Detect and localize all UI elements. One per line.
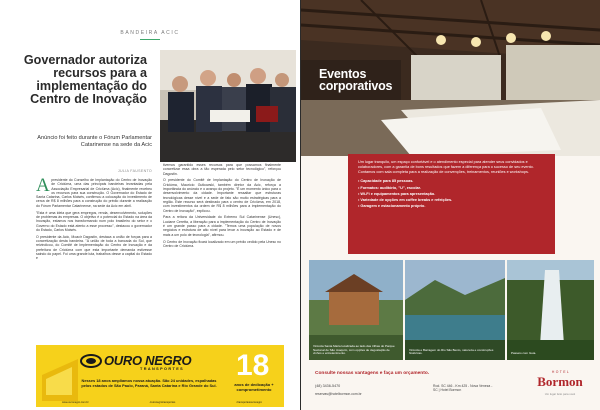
thumbnail-caption: Passeio com Guia. (511, 351, 537, 356)
waterfall-image (507, 260, 594, 360)
section-tag: BANDEIRA ACIC (120, 30, 180, 36)
ad-body-text: Nesses 18 anos ampliamos nossa atuação. São 24 unidades, espalhadas pelos estados de São Paulo, Paraná, Santa Catarina e Rio Grande do Sul. (81, 378, 217, 388)
paragraph: O Centro de Inovação ficará localizado em um prédio cedido pela Unesc no Centro de Criciúma. (163, 239, 281, 248)
thumbnail-waterfall (507, 260, 594, 360)
group-photo-image (160, 50, 296, 162)
hero-title (319, 68, 392, 92)
features-box (348, 154, 555, 254)
feature-item: • Variedade de opções em coffee breaks e refeições. (358, 198, 545, 203)
ad-years-tagline: anos de dedicação + comprometimento (234, 382, 274, 392)
ad-instagram-link[interactable]: /transportesouronegro (236, 401, 262, 404)
right-page (301, 0, 600, 410)
article-headline: Governador autoriza recursos para a implementação do Centro de Inovação (23, 53, 147, 106)
ad-logo (80, 353, 195, 375)
thumbnail-caption: Vinícola e Barragem do Rio São Bento, natureza e construções históricas. (409, 347, 494, 356)
article-column-1 (36, 178, 152, 328)
feature-item: • Wi-Fi e equipamentos para apresentação. (358, 192, 545, 197)
drop-cap: A (36, 178, 50, 196)
brand-slogan: Um lugar feito para você (544, 392, 576, 396)
dam-image (405, 260, 505, 360)
paragraph: O presidente da Acic, Moacir Dagostin, destaca a união de forças para a concretização desta bandeira. "A união de toda a bancada do Sul, que reivindicou, do Comitê de Implementação do Centro de Inovação e da prefeitura de Criciúma com que esta importante demanda estivesse saindo do papel. Foi uma grande luta, trabalhos desse a capital do Estado e (36, 234, 152, 261)
features-intro: Um lugar tranquilo, um espaço confortável e o atendimento especial para atender seus convidados e colaboradores, com a garantia de bons resultados que fazem a diferença para o sucesso de seu evento. Contamos com sala completa para a realização de convenções, treinamentos, reuniões e workshops. (358, 160, 534, 174)
hero-title-line-2: corporativos (319, 79, 393, 93)
ad-facebook-link[interactable]: /ouronegrotransportes (149, 401, 176, 404)
ouro-negro-ad[interactable] (36, 345, 284, 407)
contact-address: Rod. SC 446 - Km 425 - Nova Veneza - SC | Hotel Bormon (433, 384, 493, 393)
contact-phone[interactable]: (48) 3436-5470 (315, 384, 341, 388)
ad-logo-subtitle: TRANSPORTES (140, 367, 185, 371)
paragraph: tivemos garantido esses recursos para que possamos finalmente concretizar essa obra a tão esperada pelo setor tecnológico", reforçou Dagostin. (163, 163, 281, 176)
thumbnail-vineyard (309, 260, 403, 360)
feature-item: • Formatos: auditório, "U", escolar. (358, 186, 545, 191)
feature-item: • Capacidade para 85 pessoas. (358, 179, 545, 184)
article-photo (160, 50, 296, 162)
feature-item: • Garagem e estacionamento próprio. (358, 204, 545, 209)
truck-icon (42, 355, 78, 401)
ouro-negro-logo-icon (80, 354, 102, 368)
section-rule (140, 39, 160, 40)
features-list (358, 179, 545, 209)
ad-years-number: 18 (236, 349, 270, 382)
article-byline: JULIA FAUSENTO (117, 169, 152, 173)
thumbnail-caption: Vinícola Santa Maria localizada ao lado das trilhas do Parque Nacional de São Joaquim, com opções de degustação de vinhos e entretenimento. (313, 343, 395, 356)
ad-website-link[interactable]: www.ouronegro.com.br (62, 401, 89, 404)
ad-links (62, 401, 262, 404)
paragraph: "Esta é uma ideia que gera empregos, renda, desenvolvimento, soluções de problemas às empresas. O objetivo é o potencial do Estado na área da Inovação, estamos nos transformando num polo brasileiro do setor e o Governo do Estado está atento a esse processo", destacou o governador do Estado, Carlos Moisés. (36, 210, 152, 232)
paragraph: presidente do Conselho de Implantação do Centro de Inovação de Criciúma, uma das principais bandeiras levantadas pela Associação Empresarial de Criciúma (Acic), finalmente recebeu os recursos para sua construção. O Governador do Estado de Santa Catarina, Carlos Moisés, confirmou a colocação do investimento de cerca de R$ 8 milhões para a construção do prédio durante a realização do Fórum Parlamentar Catarinense, na sede da Acic em abril. (36, 178, 152, 208)
article-column-2 (163, 163, 281, 339)
ad-logo-text: OURO NEGRO (104, 353, 192, 368)
contact-headline: Consulte nossas vantagens e faça um orçamento. (315, 371, 430, 376)
brand-hotel-label: HOTEL (551, 370, 571, 374)
brand-logo: Bormon (537, 374, 583, 389)
ad-years-badge (230, 349, 278, 403)
contact-email[interactable]: reservas@hotelbormon.com.br (315, 392, 362, 396)
thumbnail-dam (405, 260, 505, 360)
paragraph: O presidente do Comitê de Implantação do Centro de Inovação de Criciúma, Maurício Gutkowski, também diretor da Acic, reforça a importância do anúncio e o avanço do projeto. "É um momento único para o desenvolvimento da cidade. Importante ressaltar que estruturas tecnológicas desse nível e a sede de fato são muito estratégicas para a região. Este recurso será destinado para o centro de Criciúma, em 2018, com investimentos da ordem de R$ 8 milhões para a implementação do Centro de Inovação", explicou. (163, 178, 281, 213)
conference-room-photo (301, 0, 600, 156)
article-subhead: Anúncio foi feito durante o Fórum Parlamentar Catarinense na sede da Acic (37, 135, 152, 148)
hero-title-line-1: Eventos (319, 67, 367, 81)
paragraph: Para a reitora da Universidade do Extremo Sul Catarinense (Unesc), Luciane Ceretta, a liberação para a implementação do Centro de Inovação é um grande passo para a cidade. "Temos uma população de novos negócios e estrutura de alto nível para levar a inovação ao Estado e de mais a um polo de tecnologia", afirmou. (163, 215, 281, 237)
